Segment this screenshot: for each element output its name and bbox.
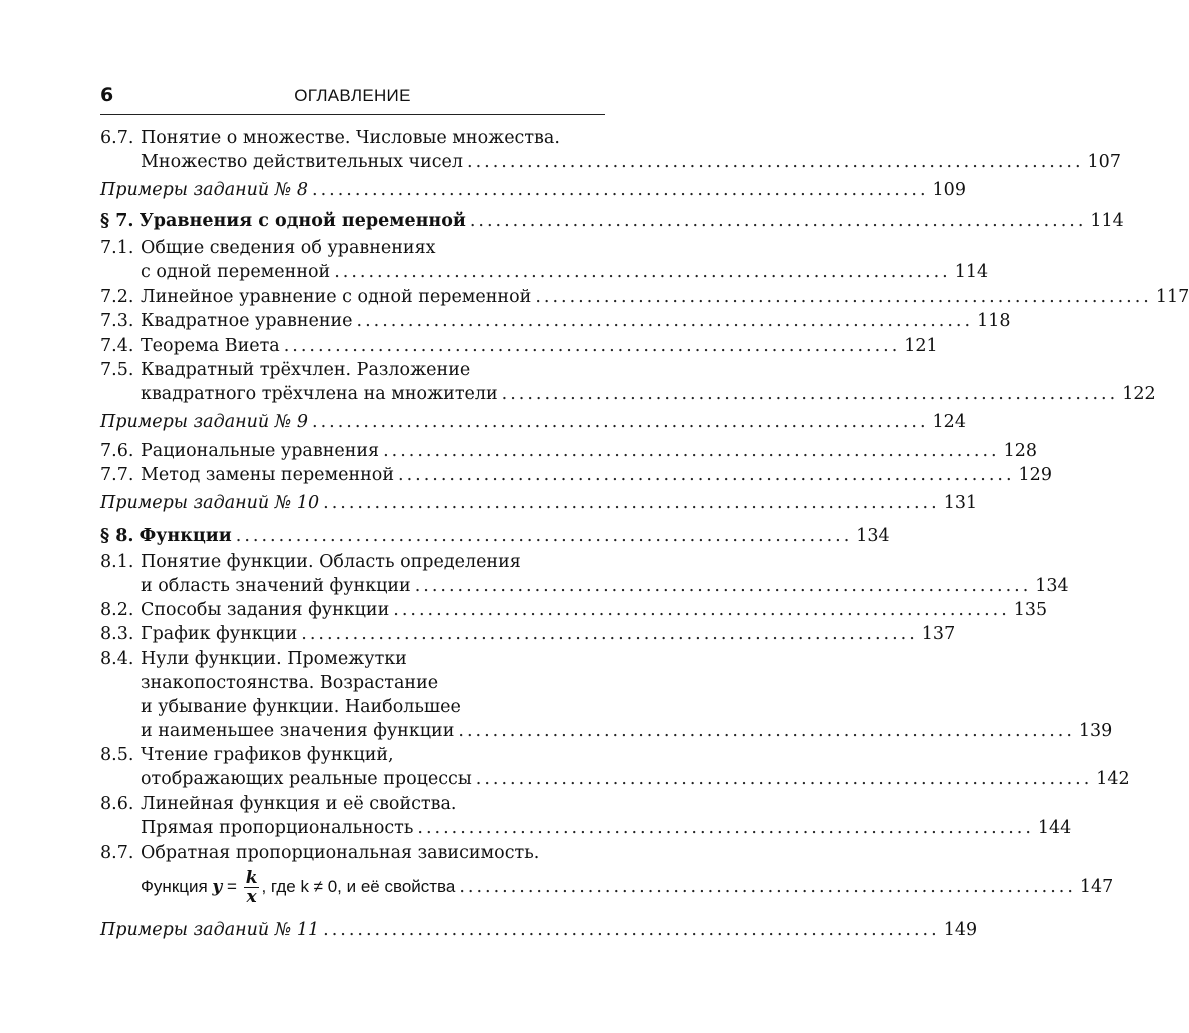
page-header: [100, 84, 605, 110]
toc-section-7: [100, 209, 1124, 233]
entry-number: 7.5.: [100, 360, 134, 380]
formula-variable-y: y: [212, 877, 223, 897]
entry-title: Теорема Виета: [141, 336, 280, 356]
toc-entry-6-7-cont: [100, 150, 1121, 174]
toc-entry-8-7: [100, 841, 605, 865]
entry-page: 134: [1035, 576, 1069, 596]
leader-dots: ........................................................................: [475, 769, 1093, 789]
entry-page: 114: [954, 262, 989, 282]
leader-dots: ........................................................................: [458, 721, 1075, 741]
entry-title: отображающих реальные процессы: [141, 769, 472, 789]
toc-entry-8-1: [100, 550, 605, 574]
entry-title: Прямая пропорциональность: [141, 818, 414, 838]
entry-page: 122: [1122, 384, 1156, 404]
entry-title: Примеры заданий № 8: [100, 180, 309, 200]
entry-page: 114: [1090, 211, 1124, 231]
entry-page: 147: [1079, 877, 1114, 897]
entry-title: и наименьшее значения функции: [141, 721, 455, 741]
entry-number: 6.7.: [100, 128, 134, 148]
section-title: § 8. Функции: [100, 526, 232, 546]
toc-examples-8: [100, 178, 966, 202]
entry-page: 131: [943, 493, 978, 513]
entry-number: 8.2.: [100, 600, 134, 620]
entry-title: Метод замены переменной: [141, 465, 395, 485]
toc-entry-8-3: [100, 622, 956, 646]
leader-dots: ........................................................................: [501, 384, 1119, 404]
toc-entry-7-6: [100, 439, 1038, 463]
leader-dots: ........................................................................: [535, 287, 1152, 307]
formula-prefix: Функция: [141, 877, 213, 896]
entry-number: 8.4.: [100, 649, 134, 669]
entry-title: Чтение графиков функций,: [141, 745, 394, 765]
toc-entry-8-5: [100, 743, 605, 767]
entry-title: и область значений функции: [141, 576, 411, 596]
entry-number: 7.3.: [100, 311, 134, 331]
entry-title: График функции: [141, 624, 298, 644]
entry-page: 149: [943, 920, 978, 940]
entry-number: 8.7.: [100, 843, 134, 863]
toc-entry-8-5-cont: [100, 767, 1130, 791]
entry-title: Примеры заданий № 10: [100, 493, 320, 513]
toc-entry-7-4: [100, 334, 938, 358]
entry-title: и убывание функции. Наибольшее: [141, 697, 461, 717]
entry-page: 121: [904, 336, 938, 356]
entry-number: 7.1.: [100, 238, 134, 258]
leader-dots: ........................................................................: [312, 412, 929, 432]
toc-entry-8-1-cont: [100, 574, 1069, 598]
entry-title: Примеры заданий № 9: [100, 412, 309, 432]
leader-dots: ........................................................................: [398, 465, 1015, 485]
entry-number: 7.7.: [100, 465, 134, 485]
entry-title: знакопостоянства. Возрастание: [141, 673, 439, 693]
toc-entry-8-4: [100, 647, 605, 671]
toc-entry-8-7-cont: [100, 864, 1114, 910]
toc-entry-8-4-cont2: [100, 695, 605, 719]
toc-entry-7-5-cont: [100, 382, 1156, 406]
entry-page: 142: [1096, 769, 1130, 789]
section-title: § 7. Уравнения с одной переменной: [100, 211, 466, 231]
leader-dots: ........................................................................: [283, 336, 901, 356]
toc-entry-6-7: [100, 126, 605, 150]
entry-number: 8.6.: [100, 794, 134, 814]
header-rule: [100, 114, 605, 115]
entry-title: Способы задания функции: [141, 600, 390, 620]
leader-dots: ........................................................................: [235, 526, 853, 546]
entry-page: 128: [1003, 441, 1038, 461]
entry-title: Квадратный трёхчлен. Разложение: [141, 360, 471, 380]
entry-title: Понятие о множестве. Числовые множества.: [141, 128, 560, 148]
toc-entry-8-4-cont3: [100, 719, 1113, 743]
toc-entry-7-1: [100, 236, 605, 260]
toc-section-8: [100, 524, 890, 548]
entry-number: 8.1.: [100, 552, 134, 572]
toc-entry-7-7: [100, 463, 1052, 487]
leader-dots: ........................................................................: [469, 211, 1087, 231]
leader-dots: ........................................................................: [414, 576, 1032, 596]
toc-entry-7-2: [100, 285, 1189, 309]
leader-dots: ........................................................................: [467, 152, 1084, 172]
formula-line: [141, 864, 455, 910]
entry-number: 7.2.: [100, 287, 134, 307]
fraction-denominator: x: [246, 887, 257, 908]
entry-number: 8.5.: [100, 745, 134, 765]
entry-page: 124: [932, 412, 966, 432]
toc-entry-8-4-cont1: [100, 671, 605, 695]
entry-title: квадратного трёхчлена на множители: [141, 384, 498, 404]
entry-page: 117: [1155, 287, 1189, 307]
entry-title: Квадратное уравнение: [141, 311, 353, 331]
formula-equals: =: [222, 877, 242, 896]
entry-page: 134: [856, 526, 890, 546]
entry-title: Нули функции. Промежутки: [141, 649, 407, 669]
leader-dots: ........................................................................: [301, 624, 918, 644]
entry-title: Примеры заданий № 11: [100, 920, 320, 940]
entry-page: 135: [1013, 600, 1048, 620]
entry-title: Линейная функция и её свойства.: [141, 794, 457, 814]
entry-title: Общие сведения об уравнениях: [141, 238, 436, 258]
entry-page: 137: [921, 624, 956, 644]
running-title: ОГЛАВЛЕНИЕ: [294, 86, 411, 105]
toc-entry-7-5: [100, 358, 605, 382]
entry-title: Обратная пропорциональная зависимость.: [141, 843, 540, 863]
toc-examples-9: [100, 410, 966, 434]
leader-dots: ........................................................................: [356, 311, 974, 331]
leader-dots: ........................................................................: [323, 920, 940, 940]
toc-examples-11: [100, 918, 978, 942]
entry-page: 144: [1037, 818, 1072, 838]
entry-number: 7.6.: [100, 441, 134, 461]
entry-number: 8.3.: [100, 624, 134, 644]
entry-title: с одной переменной: [141, 262, 331, 282]
entry-page: 139: [1078, 721, 1113, 741]
formula-suffix: , где k ≠ 0, и её свойства: [261, 877, 456, 896]
leader-dots: ........................................................................: [323, 493, 940, 513]
entry-page: 107: [1087, 152, 1121, 172]
toc-entry-8-2: [100, 598, 1048, 622]
entry-number: 7.4.: [100, 336, 134, 356]
toc-entry-8-6: [100, 792, 605, 816]
toc-entry-8-6-cont: [100, 816, 1072, 840]
leader-dots: ........................................................................: [334, 262, 951, 282]
fraction-numerator: k: [245, 868, 258, 889]
entry-page: 129: [1018, 465, 1052, 485]
entry-title: Рациональные уравнения: [141, 441, 380, 461]
entry-page: 118: [977, 311, 1011, 331]
entry-title: Множество действительных чисел: [141, 152, 464, 172]
fraction-k-over-x: [244, 869, 260, 906]
toc-examples-10: [100, 491, 978, 515]
toc-entry-7-1-cont: [100, 260, 989, 284]
entry-title: Понятие функции. Область определения: [141, 552, 521, 572]
entry-page: 109: [932, 180, 966, 200]
page-number: 6: [100, 84, 114, 106]
leader-dots: ........................................................................: [312, 180, 929, 200]
leader-dots: ........................................................................: [459, 877, 1076, 897]
toc-entry-7-3: [100, 309, 1011, 333]
leader-dots: ........................................................................: [417, 818, 1034, 838]
entry-title: Линейное уравнение с одной переменной: [141, 287, 532, 307]
leader-dots: ........................................................................: [393, 600, 1010, 620]
leader-dots: ........................................................................: [383, 441, 1000, 461]
